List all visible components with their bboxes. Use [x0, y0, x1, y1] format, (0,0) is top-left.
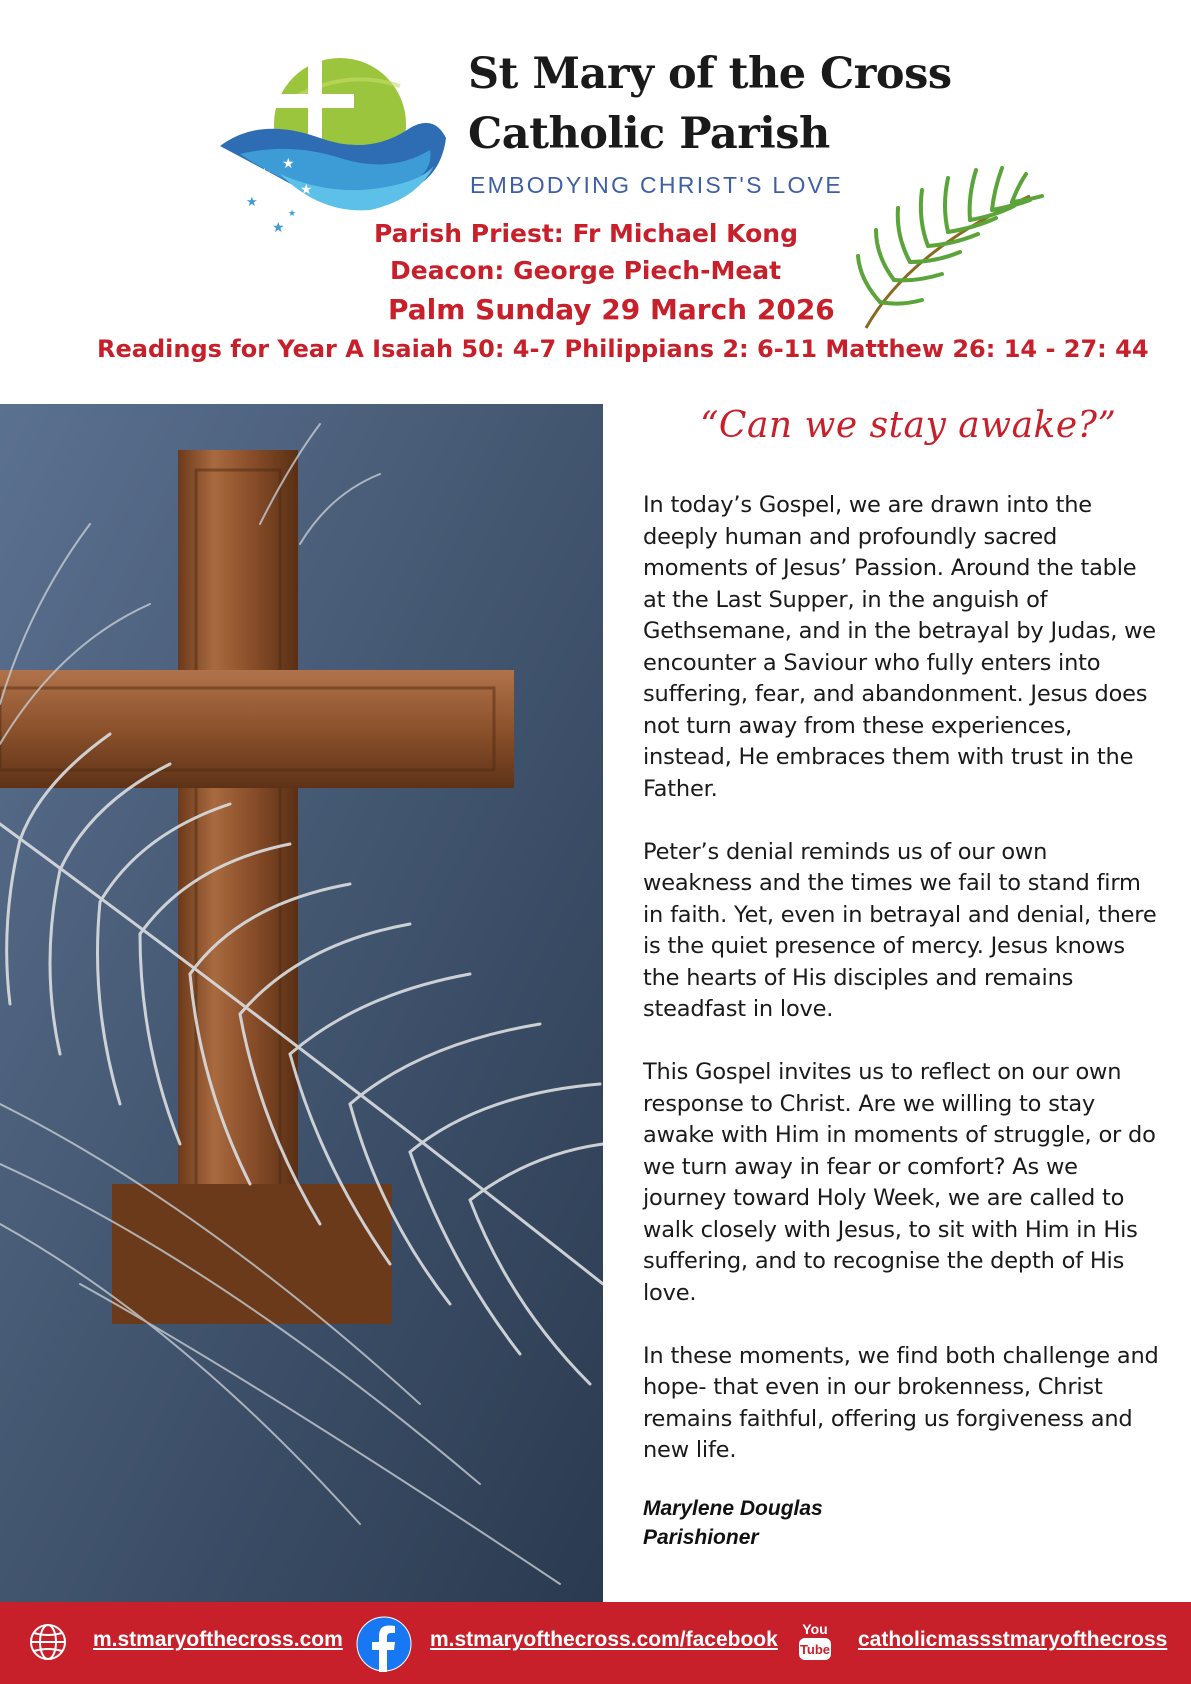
reflection-paragraph: In these moments, we find both challenge and hope- that even in our brokenness, Christ remains faithful, offering us forgiveness and new life. — [643, 1342, 1159, 1463]
svg-text:★: ★ — [272, 220, 285, 234]
svg-text:★: ★ — [282, 156, 295, 172]
facebook-icon[interactable] — [356, 1616, 412, 1672]
reflection-body — [643, 490, 1163, 1498]
reflection-title: “Can we stay awake?” — [700, 405, 1117, 446]
parish-name-line1: St Mary of the Cross — [468, 49, 952, 99]
website-link[interactable]: m.stmaryofthecross.com — [93, 1628, 343, 1651]
svg-text:★: ★ — [258, 166, 271, 182]
youtube-icon[interactable] — [798, 1618, 832, 1662]
parish-tagline: EMBODYING CHRIST'S LOVE — [470, 172, 843, 198]
globe-icon — [28, 1622, 68, 1662]
cross-palm-photo — [0, 404, 603, 1602]
reflection-paragraph: In today’s Gospel, we are drawn into the deeply human and profoundly sacred moments of Jesus’ Passion. Around the table at the Last Supper, in the anguish of Gethsemane, and in the betrayal by Judas, we encounter a Saviour who fully enters into suffering, fear, and abandonment. Jesus does not turn away from these experiences, instead, He embraces them with trust in the Father. — [643, 492, 1156, 802]
svg-text:You: You — [802, 1621, 828, 1637]
logo-mark-icon — [220, 46, 446, 234]
liturgical-date: Palm Sunday 29 March 2026 — [388, 293, 835, 326]
author-role: Parishioner — [643, 1526, 759, 1549]
cross-with-palm-image — [0, 404, 603, 1602]
footer-bar — [0, 1602, 1191, 1684]
deacon: Deacon: George Piech-Meat — [390, 256, 782, 285]
svg-text:★: ★ — [246, 195, 258, 210]
author-signature — [643, 1494, 823, 1552]
author-name: Marylene Douglas — [643, 1497, 823, 1520]
facebook-link[interactable]: m.stmaryofthecross.com/facebook — [430, 1628, 778, 1651]
reflection-paragraph: This Gospel invites us to reflect on our own response to Christ. Are we willing to stay awake with Him in moments of struggle, or do we turn away in fear or comfort? As we journey toward Holy Week, we are called to walk closely with Jesus, to sit with Him in His suffering, and to recognise the depth of His love. — [643, 1059, 1156, 1306]
svg-text:★: ★ — [300, 182, 313, 198]
parish-priest: Parish Priest: Fr Michael Kong — [374, 219, 798, 248]
readings: Readings for Year A Isaiah 50: 4-7 Philippians 2: 6-11 Matthew 26: 14 - 27: 44 — [97, 335, 1149, 363]
reflection-paragraph: Peter’s denial reminds us of our own weakness and the times we fail to stand firm in faith. Yet, even in betrayal and denial, there is the quiet presence of mercy. Jesus knows the hearts of His disciples and remains steadfast in love. — [643, 838, 1157, 1022]
youtube-link[interactable]: catholicmassstmaryofthecross — [858, 1628, 1168, 1651]
palm-leaf-icon — [850, 160, 1050, 330]
parish-name-line2: Catholic Parish — [468, 109, 830, 159]
svg-text:Tube: Tube — [799, 1642, 831, 1657]
parish-name — [468, 44, 952, 164]
svg-text:★: ★ — [288, 209, 297, 219]
